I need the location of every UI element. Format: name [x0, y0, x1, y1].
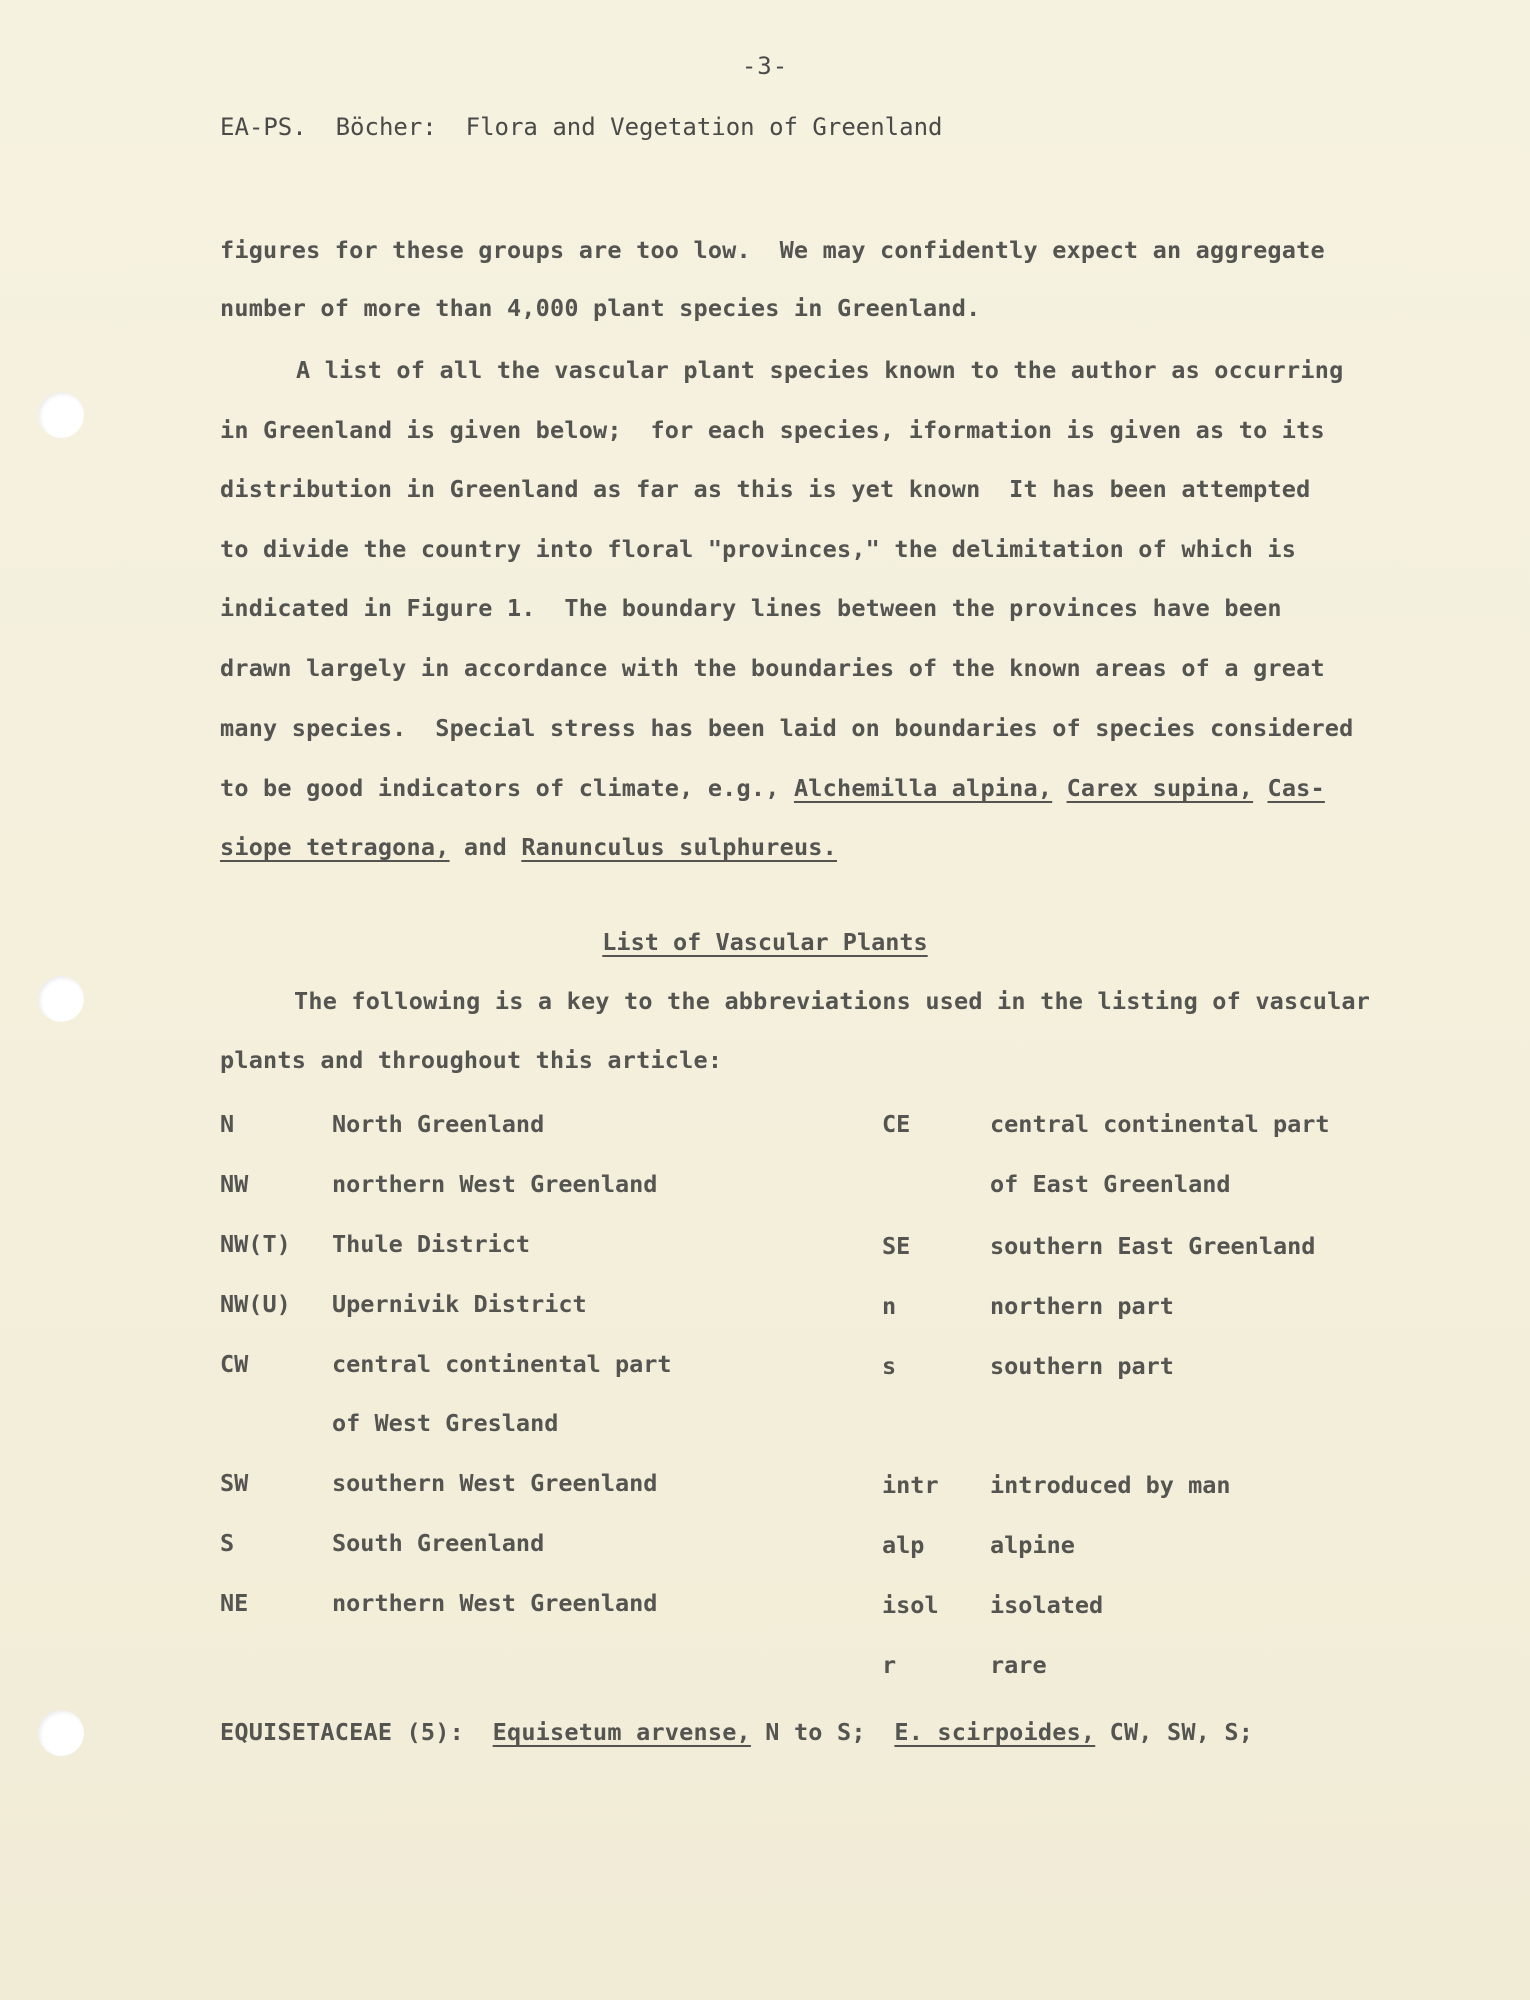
running-head: EA-PS. Böcher: Flora and Vegetation of Greenland [220, 113, 943, 141]
abbr-meaning: Upernivik District [332, 1290, 587, 1318]
distribution: N to S; [750, 1718, 895, 1746]
body-line [220, 833, 837, 861]
family-entry [220, 1718, 1253, 1746]
punch-hole [38, 1710, 84, 1756]
punch-hole [38, 976, 84, 1022]
punch-hole [38, 392, 84, 438]
abbr-code: NW(U) [220, 1290, 291, 1318]
intro-line: The following is a key to the abbreviations used in the listing of vascular [294, 987, 1371, 1015]
abbr-meaning: northern part [990, 1292, 1174, 1320]
abbr-meaning: introduced by man [990, 1471, 1231, 1499]
abbr-meaning: of West Gresland [332, 1409, 559, 1437]
species-name: E. scirpoides, [894, 1718, 1096, 1746]
abbr-meaning: southern West Greenland [332, 1469, 658, 1497]
abbr-code: intr [882, 1471, 939, 1499]
body-line: many species. Special stress has been laid on boundaries of species considered [220, 714, 1354, 742]
body-line [220, 774, 1325, 802]
abbr-meaning: southern part [990, 1352, 1174, 1380]
body-text [1052, 774, 1066, 802]
body-line: distribution in Greenland as far as this is yet known It has been attempted [220, 475, 1311, 503]
species-name: Alchemilla alpina, [793, 774, 1053, 802]
page-number: -3- [741, 52, 789, 80]
abbr-code: alp [882, 1531, 925, 1559]
abbr-meaning: southern East Greenland [990, 1232, 1316, 1260]
species-name: Cas- [1267, 774, 1325, 802]
abbr-code: S [220, 1529, 235, 1557]
body-text: and [449, 833, 522, 861]
species-name: siope tetragona, [220, 833, 450, 861]
abbr-meaning: northern West Greenland [332, 1170, 658, 1198]
body-line: drawn largely in accordance with the boundaries of the known areas of a great [220, 654, 1325, 682]
abbr-meaning: central continental part [990, 1110, 1330, 1138]
abbr-meaning: rare [990, 1651, 1047, 1679]
abbr-code: isol [882, 1591, 939, 1619]
body-text: to be good indicators of climate, e.g., [220, 774, 794, 802]
abbr-meaning: Thule District [332, 1230, 531, 1258]
body-line: A list of all the vascular plant species known to the author as occurring [296, 356, 1344, 384]
body-line: to divide the country into floral "provinces," the delimitation of which is [220, 535, 1297, 563]
distribution: CW, SW, S; [1095, 1718, 1254, 1746]
body-line: figures for these groups are too low. We may confidently expect an aggregate [220, 236, 1325, 264]
body-line: indicated in Figure 1. The boundary lines between the provinces have been [220, 594, 1282, 622]
intro-line: plants and throughout this article: [220, 1046, 723, 1074]
abbr-code: NE [220, 1589, 249, 1617]
abbr-code: NW [220, 1170, 249, 1198]
section-title: List of Vascular Plants [602, 928, 928, 956]
abbr-meaning: northern West Greenland [332, 1589, 658, 1617]
species-name: Equisetum arvense, [492, 1718, 751, 1746]
abbr-code: SE [882, 1232, 911, 1260]
abbr-code: NW(T) [220, 1230, 291, 1258]
abbr-code: SW [220, 1469, 249, 1497]
abbr-code: CE [882, 1110, 911, 1138]
abbr-meaning: isolated [990, 1591, 1104, 1619]
abbr-code: n [882, 1292, 897, 1320]
family-name: EQUISETACEAE (5): [220, 1718, 493, 1746]
abbr-meaning: North Greenland [332, 1110, 545, 1138]
body-text [1253, 774, 1267, 802]
species-name: Ranunculus sulphureus. [521, 833, 837, 861]
body-line: in Greenland is given below; for each species, iformation is given as to its [220, 416, 1325, 444]
abbr-code: s [882, 1352, 897, 1380]
abbr-meaning: alpine [990, 1531, 1075, 1559]
abbr-code: N [220, 1110, 235, 1138]
species-name: Carex supina, [1066, 774, 1254, 802]
abbr-code: CW [220, 1350, 249, 1378]
abbr-meaning: South Greenland [332, 1529, 545, 1557]
abbr-meaning: of East Greenland [990, 1170, 1231, 1198]
abbr-meaning: central continental part [332, 1350, 672, 1378]
body-line: number of more than 4,000 plant species in Greenland. [220, 294, 981, 322]
abbr-code: r [882, 1651, 897, 1679]
